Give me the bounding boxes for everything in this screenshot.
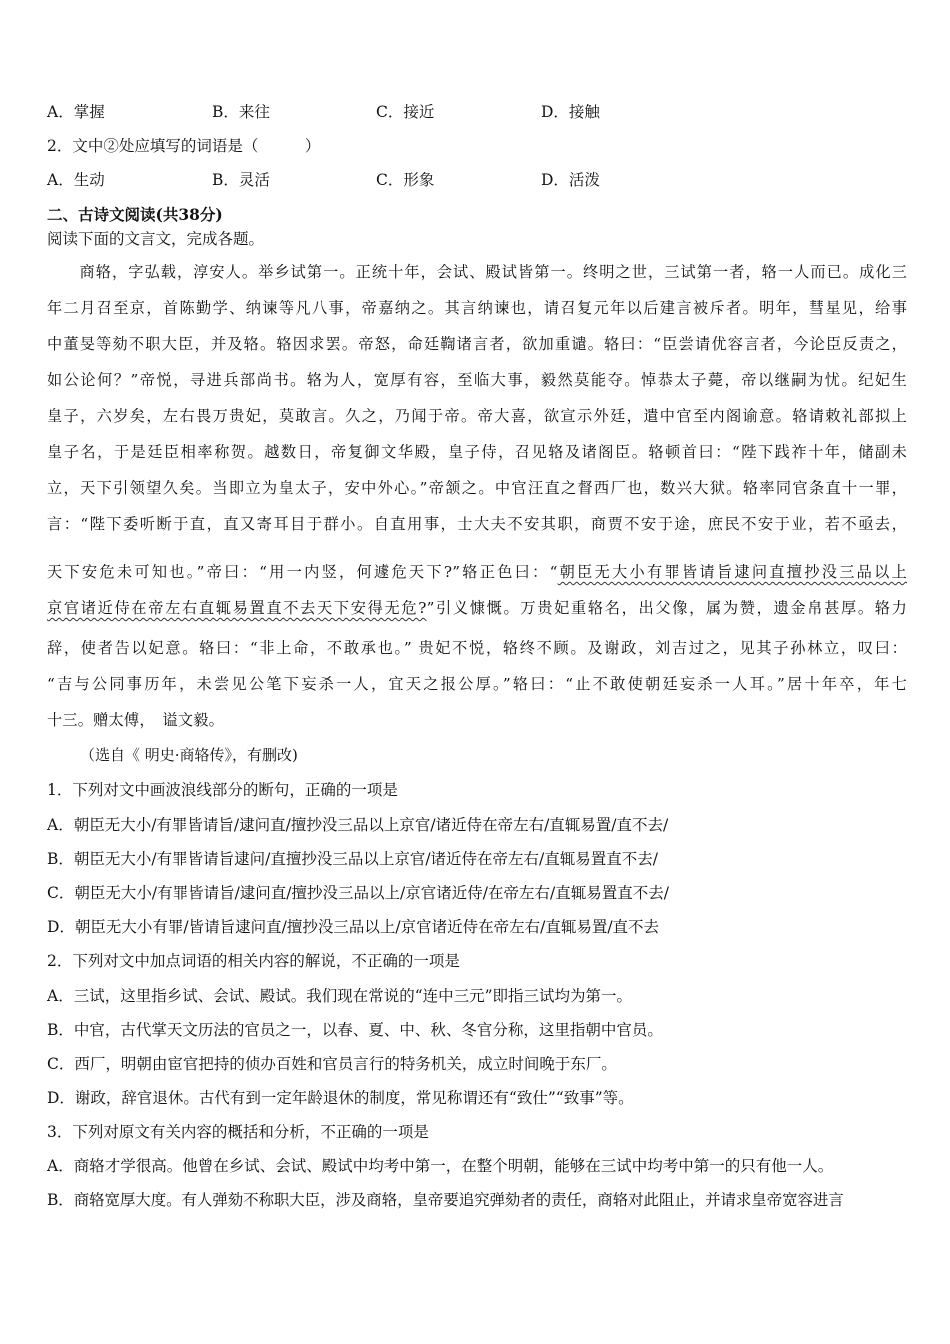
- passage-line: 年二月召至京，首陈勤学、纳谏等凡八事，帝嘉纳之。其言纳谏也，请召复元年以后建言被斥者。明年，彗星见，给事: [47, 299, 907, 317]
- passage-line: 中董旻等劾不职大臣，并及辂。辂因求罢。帝怒，命廷鞫诸言者，欲加重谴。辂曰：“臣尝请优容言者，今论臣反责之，: [47, 335, 907, 353]
- option-a: A．生动: [47, 171, 105, 189]
- passage-source: （选自《 明史·商辂传》，有删改): [80, 746, 298, 764]
- option-d: D．接触: [541, 103, 600, 121]
- passage-line: 皇子名，于是廷臣相率称贺。越数日，帝复御文华殿，皇子侍，召见辂及诸阁臣。辂顿首曰：“陛下践祚十年，储副未: [47, 443, 907, 461]
- wavy-underlined-text: 京官诸近侍在帝左右直辄易置直不去天下安得无危?: [47, 599, 427, 617]
- question-1-option-a: A．朝臣无大小/有罪皆请旨/逮问直/擅抄没三品以上京官/诸近侍在帝左右/直辄易置/直不去/: [47, 816, 669, 834]
- passage-line: 如公论何？”帝悦，寻进兵部尚书。辂为人，宽厚有容，至临大事，毅然莫能夺。悼恭太子薨，帝以继嗣为忧。纪妃生: [47, 371, 907, 389]
- instruction: 阅读下面的文言文，完成各题。: [47, 230, 265, 248]
- passage-line: [47, 598, 907, 618]
- passage-text: ”引义慷慨。万贵妃重辂名，出父像，属为赞，遗金帛甚厚。辂力: [426, 599, 907, 617]
- option-a: A．掌握: [47, 103, 105, 121]
- question-3-stem: 3．下列对原文有关内容的概括和分析，不正确的一项是: [47, 1123, 429, 1141]
- section-heading: 二、古诗文阅读(共38分): [47, 205, 223, 224]
- question-stem: 2．文中②处应填写的词语是（ ）: [47, 137, 321, 155]
- question-3-option-a: A．商辂才学很高。他曾在乡试、会试、殿试中均考中第一，在整个明朝，能够在三试中均考中第一的只有他一人。: [47, 1157, 834, 1175]
- question-1-option-b: B．朝臣无大小/有罪皆请旨逮问/直擅抄没三品以上京官/诸近侍在帝左右/直辄易置直不去/: [47, 850, 659, 868]
- passage-line: 言：“陛下委听断于直，直又寄耳目于群小。自直用事，士大夫不安其职，商贾不安于途，庶民不安于业，若不亟去，: [47, 515, 907, 533]
- question-2-option-b: B．中官，古代掌天文历法的官员之一，以春、夏、中、秋、冬官分称，这里指朝中官员。: [47, 1021, 663, 1039]
- question-1-option-d: D．朝臣无大小有罪/皆请旨逮问直/擅抄没三品以上/京官诸近侍在帝左右/直辄易置/直不去: [47, 918, 660, 936]
- option-c: C．形象: [376, 171, 435, 189]
- passage-line: 立，天下引领望久矣。当即立为皇太子，安中外心。”帝颔之。中官汪直之督西厂也，数兴大狱。辂率同官条直十一罪，: [47, 479, 907, 497]
- question-3-option-b: B．商辂宽厚大度。有人弹劾不称职大臣，涉及商辂，皇帝要追究弹劾者的责任，商辂对此阻止，并请求皇帝宽容进言: [47, 1191, 844, 1209]
- question-2-stem: 2．下列对文中加点词语的相关内容的解说，不正确的一项是: [47, 952, 460, 970]
- passage-line: 商辂，字弘载，淳安人。举乡试第一。正统十年，会试、殿试皆第一。终明之世，三试第一者，辂一人而已。成化三: [47, 263, 907, 281]
- question-1-option-c: C．朝臣无大小/有罪皆请旨/逮问直/擅抄没三品以上/京官诸近侍/在帝左右/直辄易置直不去/: [47, 884, 669, 902]
- passage-line: 十三。赠太傅， 谥文毅。: [47, 711, 225, 729]
- passage-line: [47, 562, 907, 582]
- passage-line: “吉与公同事历年，未尝见公笔下妄杀一人，宜天之报公厚。”辂曰：“止不敢使朝廷妄杀一人耳。”居十年卒，年七: [47, 675, 907, 693]
- option-d: D．活泼: [541, 171, 600, 189]
- question-2-option-d: D．谢政，辞官退休。古代有到一定年龄退休的制度，常见称谓还有“致仕”“致事”等。: [47, 1089, 634, 1107]
- option-c: C．接近: [376, 103, 435, 121]
- passage-line: 皇子，六岁矣，左右畏万贵妃，莫敢言。久之，乃闻于帝。帝大喜，欲宣示外廷，遣中官至内阁谕意。辂请敕礼部拟上: [47, 407, 907, 425]
- option-b: B．来往: [212, 103, 270, 121]
- wavy-underlined-text: 朝臣无大小有罪皆请旨逮问直擅抄没三品以上: [557, 563, 908, 581]
- question-2-option-c: C．西厂，明朝由宦官把持的侦办百姓和官员言行的特务机关，成立时间晚于东厂。: [47, 1055, 617, 1073]
- question-1-stem: 1．下列对文中画波浪线部分的断句，正确的一项是: [47, 781, 398, 799]
- passage-line: 辞，使者告以妃意。辂曰：“非上命，不敢承也。” 贵妃不悦，辂终不顾。及谢政，刘吉过之，见其子孙林立，叹曰：: [47, 639, 907, 657]
- option-b: B．灵活: [212, 171, 270, 189]
- question-2-option-a: A．三试，这里指乡试、会试、殿试。我们现在常说的“连中三元”即指三试均为第一。: [47, 987, 633, 1005]
- passage-text: 天下安危未可知也。”帝曰：“用一内竖，何遽危天下?”辂正色曰：“: [47, 563, 558, 581]
